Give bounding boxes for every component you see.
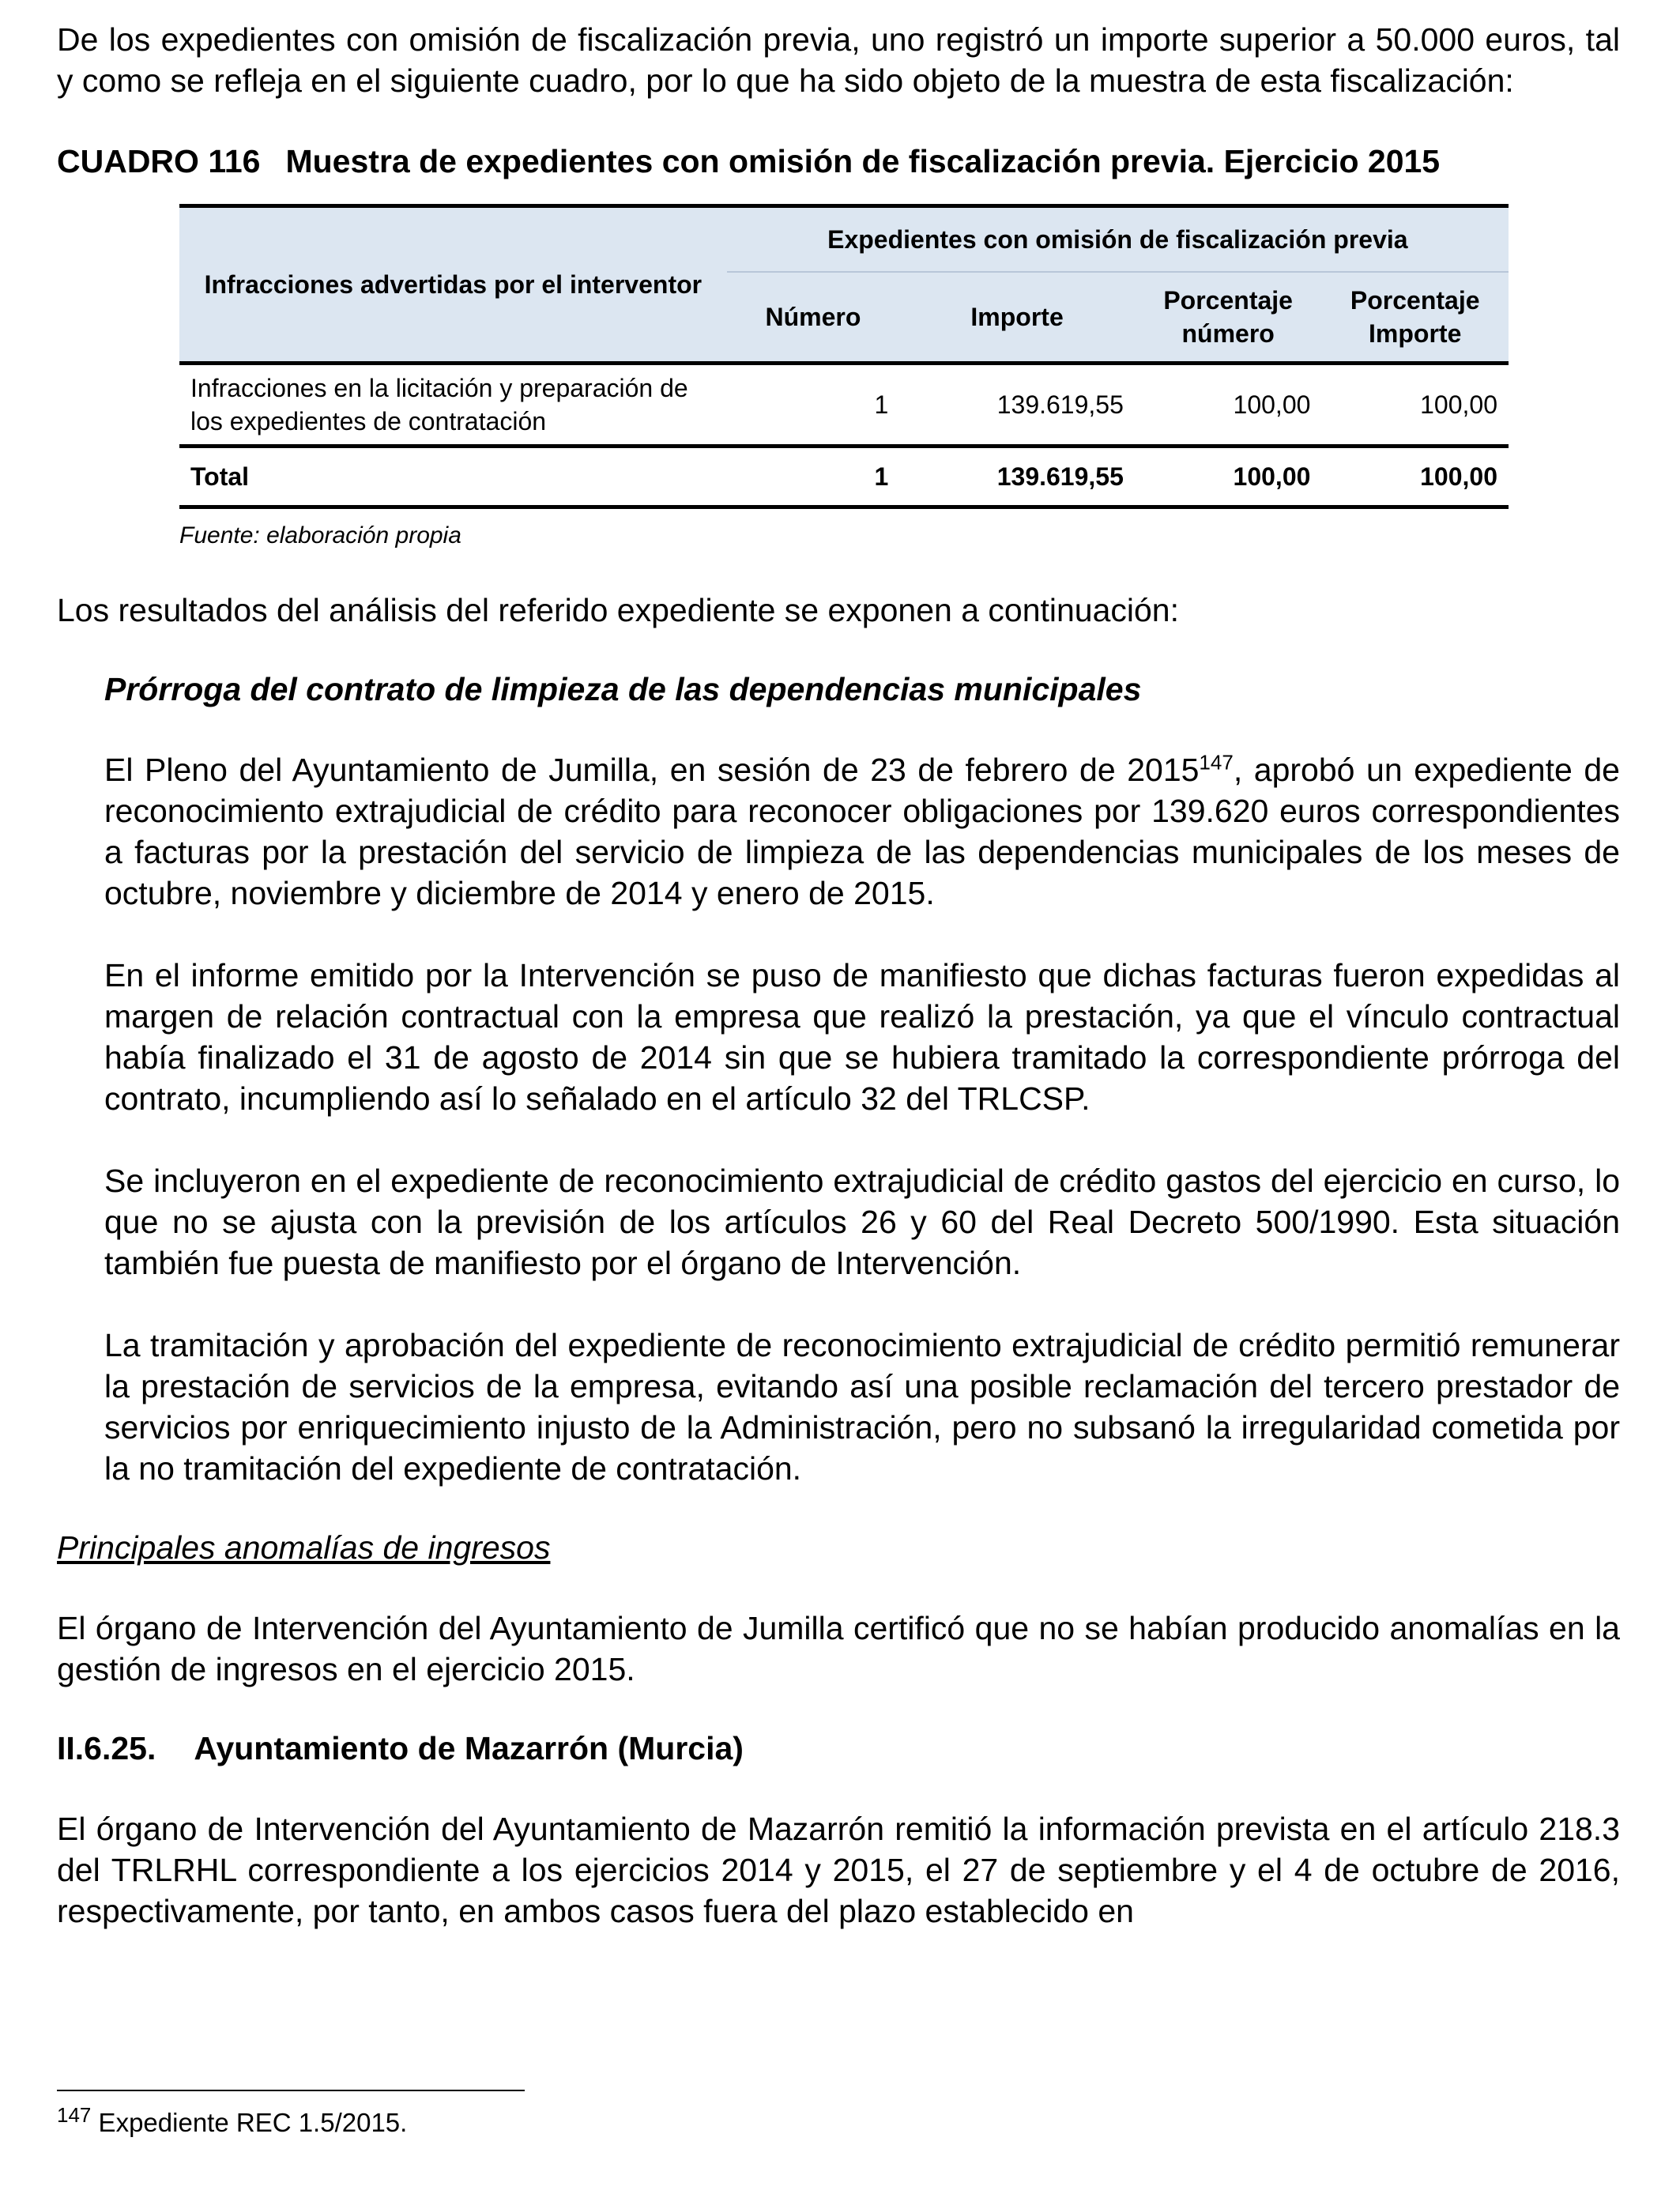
paragraph-tramitacion: La tramitación y aprobación del expediente de reconocimiento extrajudicial de crédito permitió remunerar la prestación de servicios de la empresa, evitando así una posible reclamación del tercero prestador de servicios por enriquecimiento injusto de la Administración, pero no subsanó la irregularidad cometida por la no tramitación del expediente de contratación.: [104, 1327, 1620, 1487]
footnote-number: 147: [57, 2103, 92, 2127]
group-header: Expedientes con omisión de fiscalización previa: [727, 206, 1509, 273]
row-header: Infracciones advertidas por el interventor: [179, 206, 727, 364]
footnote-text: Expediente REC 1.5/2015.: [91, 2108, 408, 2137]
cell-porcentaje-importe: 100,00: [1420, 390, 1497, 419]
table-source: Fuente: elaboración propia: [179, 522, 461, 548]
total-importe: 139.619,55: [899, 447, 1135, 507]
footnote: [57, 2105, 407, 2140]
footnote-separator: [57, 2090, 525, 2091]
subsection-heading: [57, 1728, 1620, 1769]
table-container: [179, 204, 1509, 552]
total-row: [179, 447, 1509, 507]
column-header-porcentaje-numero: Porcentaje número: [1135, 272, 1322, 364]
footnote-reference: 147: [1199, 750, 1234, 775]
paragraph-pleno: [104, 749, 1620, 914]
paragraph-informe: En el informe emitido por la Intervención se puso de manifiesto que dichas facturas fueron expedidas al margen de relación contractual con la empresa que realizó la prestación, ya que el vínculo contractual había finalizado el 31 de agosto de 2014 sin que se hubiera tramitado la correspondiente prórroga del contrato, incumpliendo así lo señalado en el artículo 32 del TRLCSP.: [104, 957, 1620, 1117]
table-caption-title: Muestra de expedientes con omisión de fiscalización previa. Ejercicio 2015: [285, 143, 1441, 179]
paragraph-gastos: Se incluyeron en el expediente de reconocimiento extrajudicial de crédito gastos del ejercicio en curso, lo que no se ajusta con la previsión de los artículos 26 y 60 del Real Decreto 500/1990. Esta situación también fue puesta de manifiesto por el órgano de Intervención.: [104, 1163, 1620, 1281]
table-caption-number: CUADRO 116: [57, 143, 261, 179]
table-caption: [57, 141, 1620, 182]
subsection-number: II.6.25.: [57, 1730, 156, 1766]
total-numero: 1: [727, 447, 900, 507]
paragraph-pleno-text-2: , aprobó un expediente de reconocimiento extrajudicial de crédito para reconocer obligaciones por 139.620 euros correspondientes a facturas por la prestación del servicio de limpieza de las dependencias municipales de los meses de octubre, noviembre y diciembre de 2014 y enero de 2015.: [104, 752, 1620, 911]
total-label: Total: [179, 447, 727, 507]
anomalies-paragraph: El órgano de Intervención del Ayuntamiento de Jumilla certificó que no se habían producido anomalías en la gestión de ingresos en el ejercicio 2015.: [57, 1610, 1620, 1687]
results-intro: Los resultados del análisis del referido expediente se exponen a continuación:: [57, 592, 1180, 628]
sample-table: [179, 204, 1509, 509]
total-porcentaje-importe: 100,00: [1321, 447, 1509, 507]
mazarron-paragraph: El órgano de Intervención del Ayuntamiento de Mazarrón remitió la información prevista en el artículo 218.3 del TRLRHL correspondiente a los ejercicios 2014 y 2015, el 27 de septiembre y el 4 de octubre de 2016, respectivamente, por tanto, en ambos casos fuera del plazo establecido en: [57, 1811, 1620, 1929]
row-label: Infracciones en la licitación y preparación de los expedientes de contratación: [190, 374, 688, 435]
column-header-porcentaje-importe: Porcentaje Importe: [1321, 272, 1509, 364]
paragraph-pleno-text-1: El Pleno del Ayuntamiento de Jumilla, en sesión de 23 de febrero de 2015: [104, 752, 1200, 788]
total-porcentaje-numero: 100,00: [1135, 447, 1322, 507]
table-row: [179, 364, 1509, 447]
section-heading: Prórroga del contrato de limpieza de las dependencias municipales: [104, 671, 1142, 707]
subsection-title: Ayuntamiento de Mazarrón (Murcia): [194, 1730, 744, 1766]
column-header-importe: Importe: [899, 272, 1135, 364]
column-header-numero: Número: [727, 272, 900, 364]
intro-paragraph: De los expedientes con omisión de fiscalización previa, uno registró un importe superior a 50.000 euros, tal y como se refleja en el siguiente cuadro, por lo que ha sido objeto de la muestra de esta fiscalización:: [57, 21, 1620, 99]
document-page: [57, 19, 1620, 1932]
anomalies-heading: Principales anomalías de ingresos: [57, 1529, 551, 1566]
cell-importe: 139.619,55: [996, 390, 1124, 419]
cell-numero: 1: [874, 390, 889, 419]
cell-porcentaje-numero: 100,00: [1233, 390, 1311, 419]
